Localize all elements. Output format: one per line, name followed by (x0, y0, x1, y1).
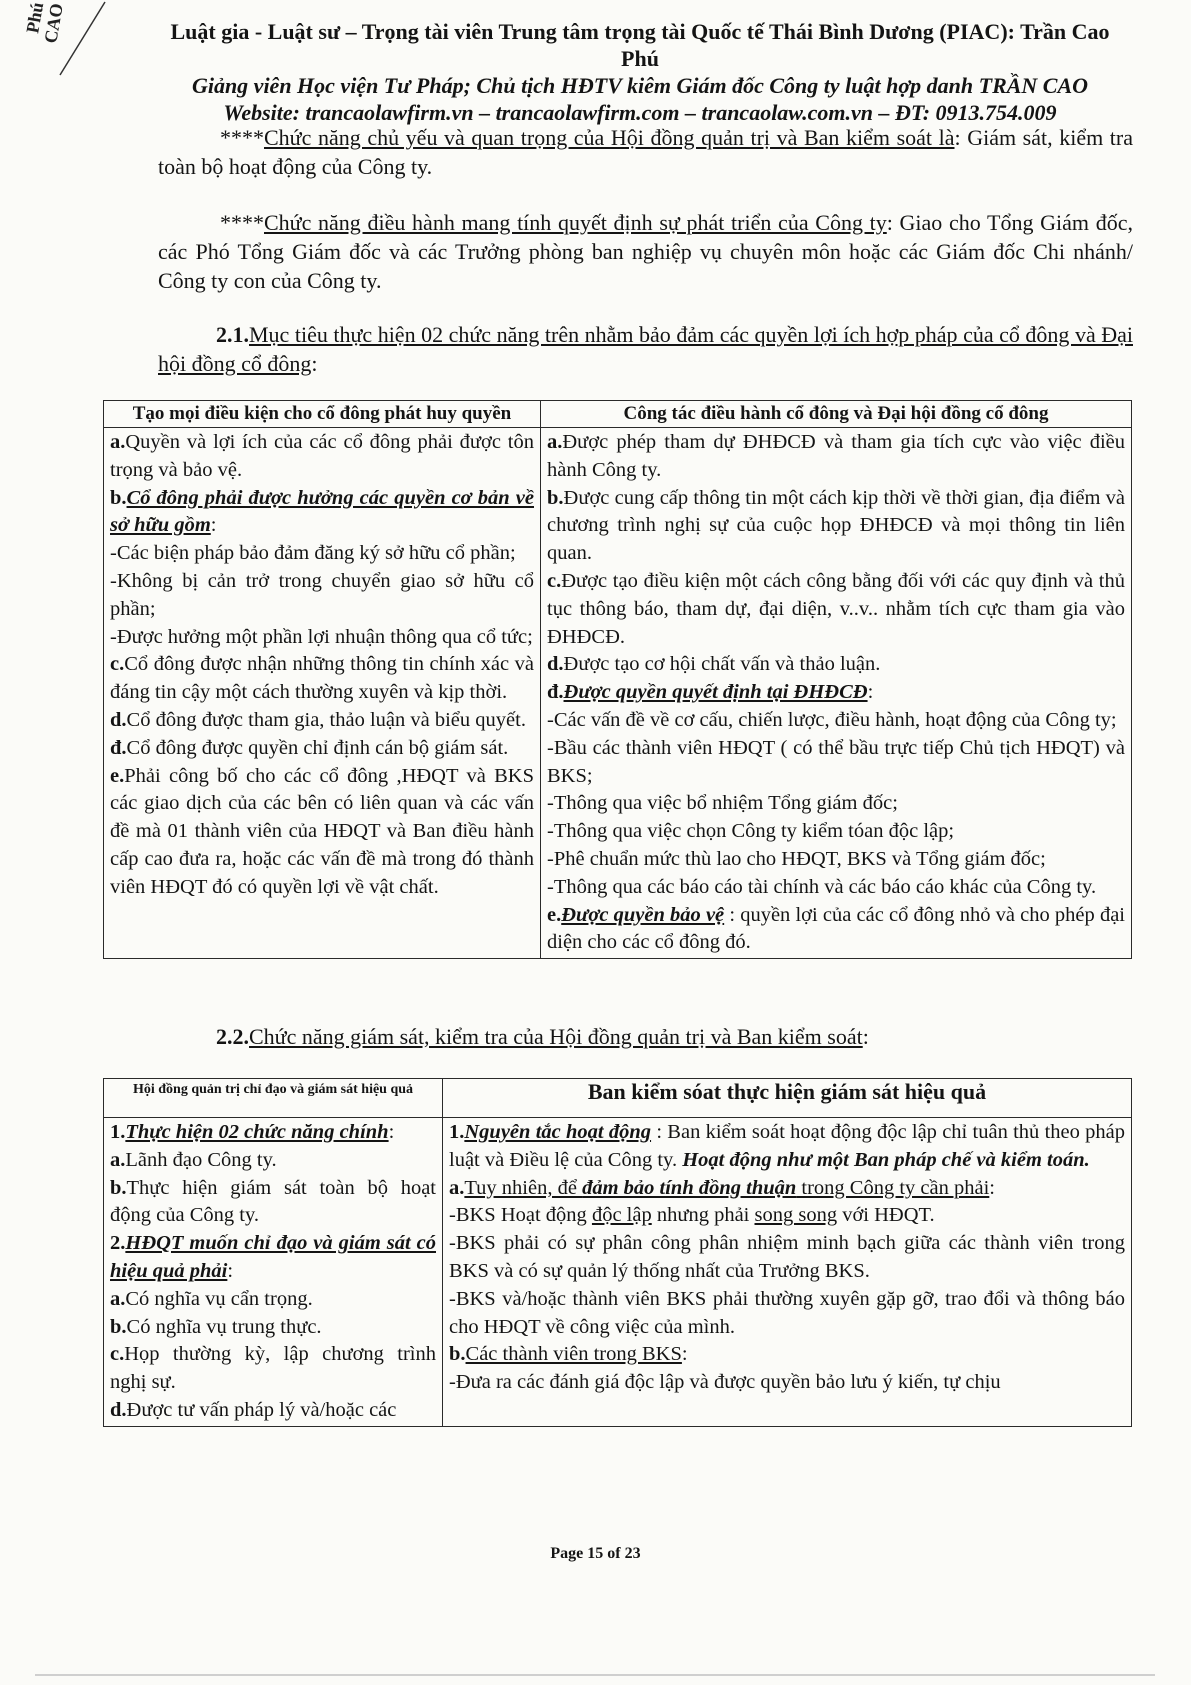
corner-stamp (0, 0, 110, 80)
corner-stamp-text: Phú (22, 0, 48, 35)
table2-header-col2: Ban kiểm sóat thực hiện giám sát hiệu quả (443, 1079, 1132, 1118)
letterhead-line-2: Giảng viên Học viện Tư Pháp; Chủ tịch HĐTV kiêm Giám đốc Công ty luật hợp danh TRẦN CAO (191, 73, 1089, 98)
paragraph-executive-function: ****Chức năng điều hành mang tính quyết định sự phát triển của Công ty: Giao cho Tổng Giám đốc, các Phó Tổng Giám đốc và các Trưởng phòng ban nghiệp vụ chuyên môn hoặc các Giám đốc Chi nhánh/ Công ty con của Công ty. (158, 210, 1133, 293)
section-2-1-heading: 2.1.Mục tiêu thực hiện 02 chức năng trên nhằm bảo đảm các quyền lợi ích hợp pháp của cổ đông và Đại hội đồng cổ đông: (158, 322, 1133, 376)
letterhead-line-1: Luật gia - Luật sư – Trọng tài viên Trung tâm trọng tài Quốc tế Thái Bình Dương (PIAC): Trần Cao Phú (170, 19, 1110, 71)
page-bottom-edge (35, 1674, 1155, 1676)
paragraph-supervision-function: ****Chức năng chủ yếu và quan trọng của Hội đồng quản trị và Ban kiểm soát là: Giám sát, kiểm tra toàn bộ hoạt động của Công ty. (158, 125, 1133, 179)
table2-col2-cell: 1.Nguyên tắc hoạt động : Ban kiểm soát hoạt động độc lập chỉ tuân thủ theo pháp luật và Điều lệ của Công ty. Hoạt động như một Ban pháp chế và kiểm toán. a.Tuy nhiên, để đảm bảo tính đồng thuận trong Công ty cần phải: -BKS Hoạt động độc lập nhưng phải song song với HĐQT. -BKS phải có sự phân công phân nhiệm minh bạch giữa các thành viên trong BKS và có sự quản lý thống nhất của Trưởng BKS. -BKS và/hoặc thành viên BKS phải thường xuyên gặp gỡ, trao đổi và thông báo cho HĐQT về công việc của mình. b.Các thành viên trong BKS: -Đưa ra các đánh giá độc lập và được quyền bảo lưu ý kiến, tự chịu (443, 1118, 1132, 1427)
table1-col1-cell: a.Quyền và lợi ích của các cổ đông phải được tôn trọng và bảo vệ. b.Cổ đông phải được hưởng các quyền cơ bản về sở hữu gồm: -Các biện pháp bảo đảm đăng ký sở hữu cổ phần; -Không bị cản trở trong chuyển giao sở hữu cổ phần; -Được hưởng một phần lợi nhuận thông qua cổ tức; c.Cổ đông được nhận những thông tin chính xác và đáng tin cậy một cách thường xuyên và kịp thời. d.Cổ đông được tham gia, thảo luận và biểu quyết. đ.Cổ đông được quyền chỉ định cán bộ giám sát. e.Phải công bố cho các cổ đông ,HĐQT và BKS các giao dịch của các bên có liên quan và các vấn đề mà 01 thành viên của HĐQT và Ban điều hành cấp cao đưa ra, hoặc các vấn đề mà trong đó thành viên HĐQT đó có quyền lợi về vật chất. (104, 428, 541, 959)
table2-header-col1: Hội đồng quản trị chỉ đạo và giám sát hiệu quả (104, 1079, 443, 1118)
supervision-table (103, 1078, 1132, 1427)
page-number: Page 15 of 23 (550, 1545, 641, 1562)
table1-col2-cell: a.Được phép tham dự ĐHĐCĐ và tham gia tích cực vào việc điều hành Công ty. b.Được cung cấp thông tin một cách kịp thời về thời gian, địa điểm và chương trình nghị sự của cuộc họp ĐHĐCĐ và mọi thông tin liên quan. c.Được tạo điều kiện một cách công bằng đối với các quy định và thủ tục thông báo, tham dự, đại diện, v..v.. nhằm tích cực tham gia vào ĐHĐCĐ. d.Được tạo cơ hội chất vấn và thảo luận. đ.Được quyền quyết định tại ĐHĐCĐ: -Các vấn đề về cơ cấu, chiến lược, điều hành, hoạt động của Công ty; -Bầu các thành viên HĐQT ( có thể bầu trực tiếp Chủ tịch HĐQT) và BKS; -Thông qua việc bổ nhiệm Tổng giám đốc; -Thông qua việc chọn Công ty kiểm tóan độc lập; -Phê chuẩn mức thù lao cho HĐQT, BKS và Tổng giám đốc; -Thông qua các báo cáo tài chính và các báo cáo khác của Công ty. e.Được quyền bảo vệ : quyền lợi của các cổ đông nhỏ và cho phép đại diện cho các cổ đông đó. (541, 428, 1132, 959)
shareholder-rights-table (103, 400, 1132, 959)
table1-header-col1: Tạo mọi điều kiện cho cổ đông phát huy quyền (104, 401, 541, 428)
section-2-2-heading: 2.2.Chức năng giám sát, kiểm tra của Hội đồng quản trị và Ban kiểm soát: (216, 1024, 869, 1049)
table1-header-col2: Công tác điều hành cổ đông và Đại hội đồng cổ đông (541, 401, 1132, 428)
letterhead-line-3: Website: trancaolawfirm.vn – trancaolawfirm.com – trancaolaw.com.vn – ĐT: 0913.754.009 (223, 100, 1057, 125)
table2-col1-cell: 1.Thực hiện 02 chức năng chính: a.Lãnh đạo Công ty. b.Thực hiện giám sát toàn bộ hoạt động của Công ty. 2.HĐQT muốn chỉ đạo và giám sát có hiệu quả phải: a.Có nghĩa vụ cẩn trọng. b.Có nghĩa vụ trung thực. c.Họp thường kỳ, lập chương trình nghị sự. d.Được tư vấn pháp lý và/hoặc các (104, 1118, 443, 1427)
svg-text:CAO: CAO (40, 1, 67, 45)
letterhead (150, 18, 1130, 126)
